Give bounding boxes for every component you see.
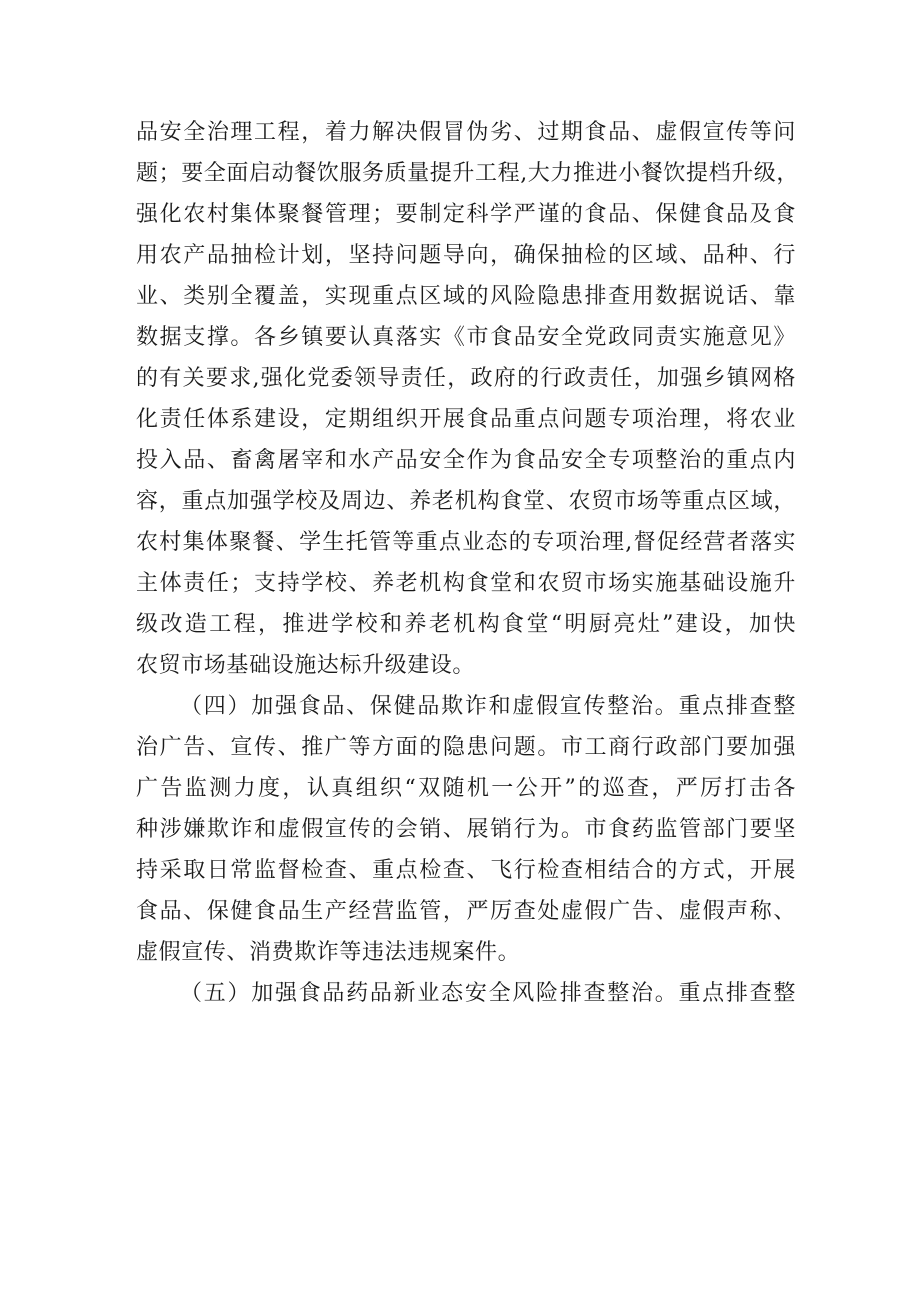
document-body — [136, 112, 799, 1014]
text-line: 投入品、畜禽屠宰和水产品安全作为食品安全专项整治的重点内 — [136, 448, 796, 473]
text-line: 强化农村集体聚餐管理；要制定科学严谨的食品、保健食品及食 — [136, 202, 796, 227]
text-line: 主体责任；支持学校、养老机构食堂和农贸市场实施基础设施升 — [136, 571, 796, 596]
text-line: 容，重点加强学校及周边、养老机构食堂、农贸市场等重点区域， — [136, 489, 796, 514]
text-line: 品安全治理工程，着力解决假冒伪劣、过期食品、虚假宣传等问 — [136, 120, 796, 145]
text-line: 数据支撑。各乡镇要认真落实《市食品安全党政同责实施意见》 — [136, 325, 796, 350]
text-line: 农贸市场基础设施达标升级建设。 — [136, 653, 476, 678]
text-line: 持采取日常监督检查、重点检查、飞行检查相结合的方式，开展 — [136, 858, 796, 883]
text-line: 广告监测力度，认真组织“双随机一公开”的巡查，严厉打击各 — [136, 776, 796, 801]
section-heading-line: （五）加强食品药品新业态安全风险排查整治。重点排查整 — [180, 981, 796, 1006]
text-line: 种涉嫌欺诈和虚假宣传的会销、展销行为。市食药监管部门要坚 — [136, 817, 796, 842]
text-line: 食品、保健食品生产经营监管，严厉查处虚假广告、虚假声称、 — [136, 899, 796, 924]
text-line: 治广告、宣传、推广等方面的隐患问题。市工商行政部门要加强 — [136, 735, 796, 760]
text-line: 业、类别全覆盖，实现重点区域的风险隐患排查用数据说话、靠 — [136, 284, 796, 309]
text-line: 用农产品抽检计划，坚持问题导向，确保抽检的区域、品种、行 — [136, 243, 796, 268]
text-line: 化责任体系建设，定期组织开展食品重点问题专项治理，将农业 — [136, 407, 796, 432]
section-heading-line: （四）加强食品、保健品欺诈和虚假宣传整治。重点排查整 — [180, 694, 796, 719]
text-line: 虚假宣传、消费欺诈等违法违规案件。 — [136, 940, 521, 965]
text-line: 题；要全面启动餐饮服务质量提升工程,大力推进小餐饮提档升级， — [136, 161, 799, 186]
text-line: 农村集体聚餐、学生托管等重点业态的专项治理,督促经营者落实 — [136, 530, 796, 555]
text-line: 的有关要求,强化党委领导责任，政府的行政责任，加强乡镇网格 — [136, 366, 796, 391]
text-line: 级改造工程，推进学校和养老机构食堂“明厨亮灶”建设，加快 — [136, 612, 796, 637]
